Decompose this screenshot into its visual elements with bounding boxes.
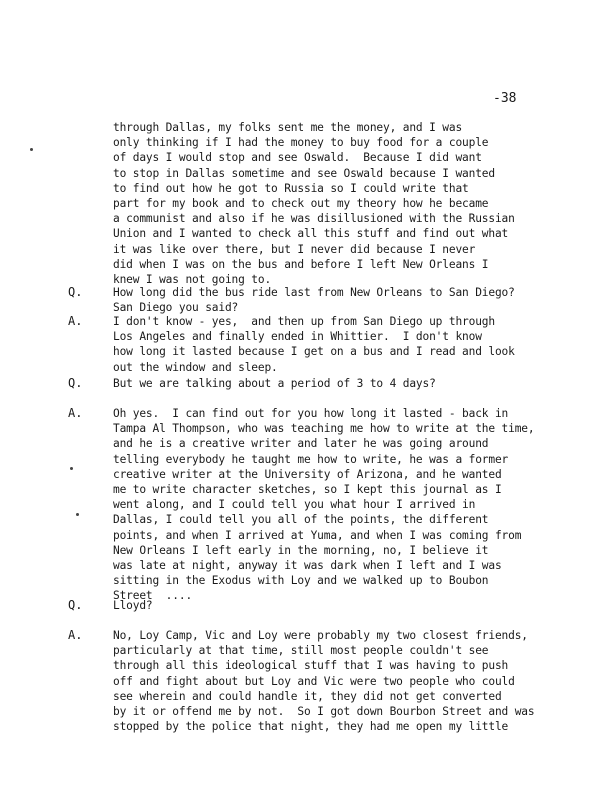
speaker-label-a: A. xyxy=(68,314,83,328)
speaker-label-a: A. xyxy=(68,628,83,642)
answer-text: No, Loy Camp, Vic and Loy were probably my two closest friends, particularly at that time, still most people couldn't see through all this ideological stuff that I was having to push off and fight about but Loy and Vic were two people who could see wherein and could handle it, they did not get converted by it or offend me by not. So I got down Bourbon Street and was stopped by the police that night, they had me open my little xyxy=(113,629,535,734)
speaker-label-q: Q. xyxy=(68,285,83,299)
answer-text: Oh yes. I can find out for you how long it lasted - back in Tampa Al Thompson, who was teaching me how to write at the time, and he is a creative writer and later he was going around telling everybody he taught me how to write, he was a former creative writer at the University of Arizona, and he wanted me to write character sketches, so I kept this journal as I went along, and I could tell you what hour I arrived in Dallas, I could tell you all of the points, the different points, and when I arrived at Yuma, and when I was coming from New Orleans I left early in the morning, no, I believe it was late at night, anyway it was dark when I left and I was sitting in the Exodus with Loy and we walked up to Boubon Street .... xyxy=(113,407,535,603)
page-number: -38 xyxy=(493,91,517,106)
margin-mark xyxy=(30,148,33,151)
question-text: But we are talking about a period of 3 to 4 days? xyxy=(113,377,436,390)
paragraph-continuation: through Dallas, my folks sent me the money, and I was only thinking if I had the money to buy food for a couple of days I would stop and see Oswald. Because I did want to stop in Dallas sometime and see Oswald because I wanted to find out how he got to Russia so I could write that part for my book and to check out my theory how he became a communist and also if he was disillusioned with the Russian Union and I wanted to check all this stuff and find out what it was like over there, but I never did because I never did when I was on the bus and before I left New Orleans I knew I was not going to. xyxy=(113,121,515,287)
answer-text: I don't know - yes, and then up from San Diego up through Los Angeles and finally ended in Whittier. I don't know how long it lasted because I get on a bus and I read and look out the window and sleep. xyxy=(113,315,515,374)
margin-mark xyxy=(76,513,79,516)
speaker-label-q: Q. xyxy=(68,376,83,390)
margin-mark xyxy=(70,467,73,470)
question-text: How long did the bus ride last from New Orleans to San Diego? San Diego you said? xyxy=(113,286,515,315)
speaker-label-q: Q. xyxy=(68,598,83,612)
speaker-label-a: A. xyxy=(68,406,83,420)
question-text: Lloyd? xyxy=(113,599,153,612)
